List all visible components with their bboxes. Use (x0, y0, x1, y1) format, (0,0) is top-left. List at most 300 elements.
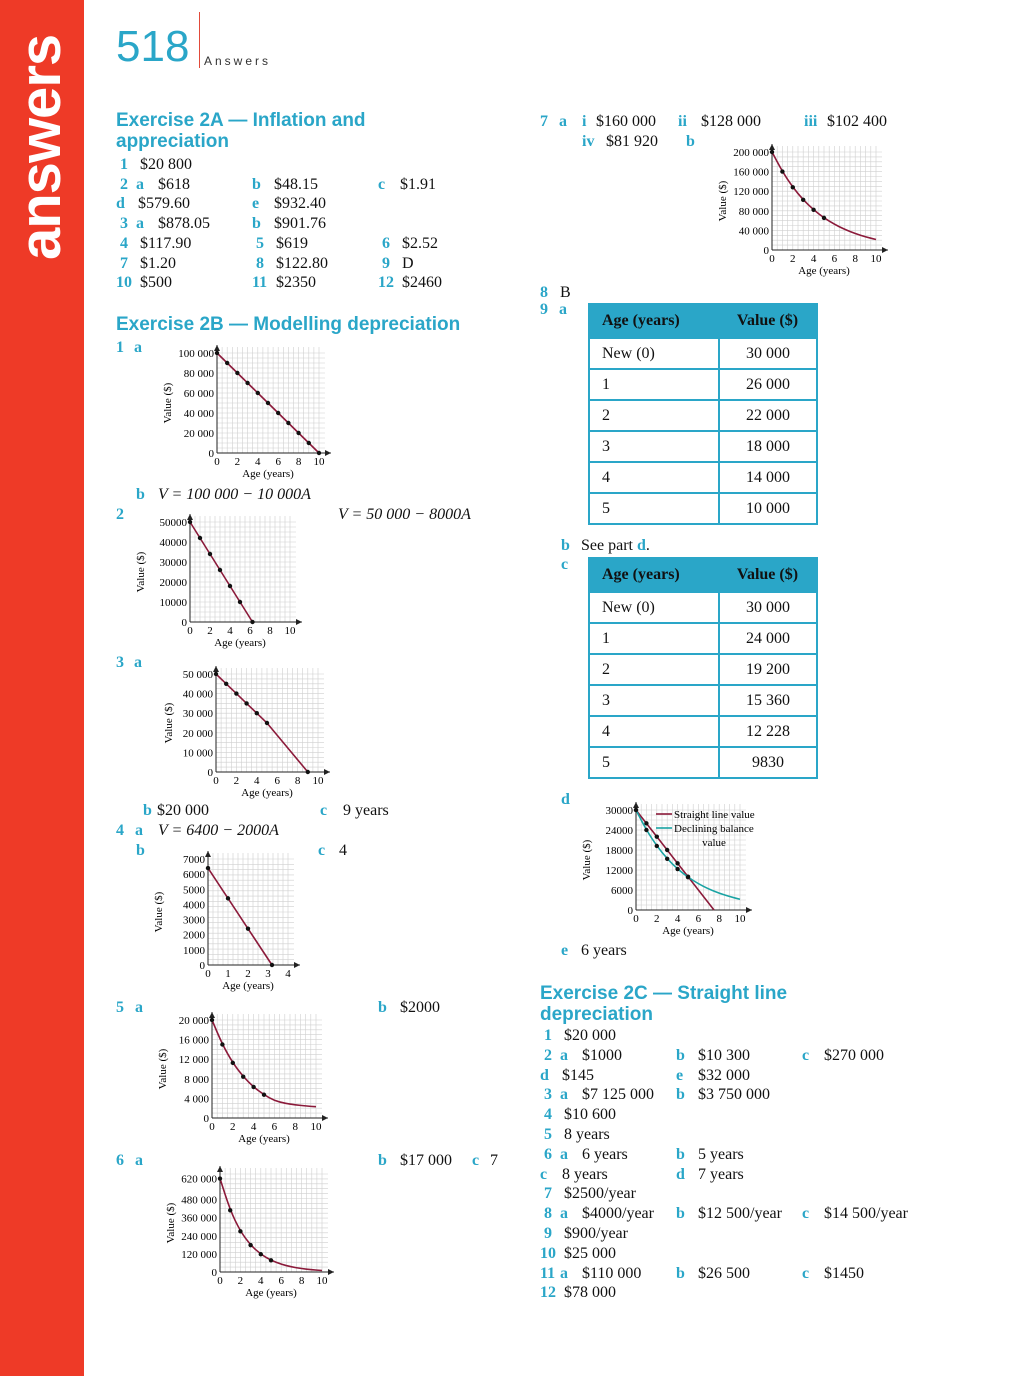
exercise-2a-title: Exercise 2A — Inflation and (116, 110, 366, 131)
q-part: d (540, 1066, 549, 1084)
q-part: a (136, 175, 144, 193)
y-tick-label: 160 000 (733, 166, 769, 179)
q-part: b (136, 486, 145, 503)
q-part: b (252, 175, 261, 193)
y-axis-label: Value ($) (153, 891, 165, 933)
y-axis-arrow (205, 851, 211, 857)
x-tick-label: 10 (310, 1121, 322, 1133)
table-row (589, 493, 817, 524)
table-cell: 24 000 (719, 623, 817, 654)
data-point (270, 963, 274, 967)
data-point (276, 411, 280, 415)
grid-lines (772, 146, 882, 250)
q-part: a (135, 999, 143, 1016)
data-point (224, 682, 228, 686)
q-part: a (135, 1152, 143, 1169)
table-row (589, 747, 817, 778)
y-tick-label: 80 000 (738, 205, 769, 218)
table-row (589, 623, 817, 654)
page-number: 518 (116, 22, 190, 71)
data-point (198, 536, 202, 540)
x-tick-label: 10 (870, 253, 882, 265)
data-point (770, 150, 774, 154)
x-tick-label: 8 (267, 625, 273, 637)
y-tick-label: 16 000 (178, 1034, 209, 1047)
table-cell: New (0) (589, 592, 719, 623)
table-header: Value ($) (719, 304, 817, 338)
x-axis-label: Age (years) (238, 1133, 290, 1145)
q-number: 1 (116, 339, 124, 356)
x-axis-label: Age (years) (245, 1287, 297, 1299)
answer-text: $2.52 (402, 234, 438, 252)
q-number: 7 (120, 254, 128, 272)
y-tick-label: 0 (763, 245, 769, 257)
y-tick-label: 50000 (159, 517, 187, 529)
q-number: 5 (256, 234, 264, 252)
q-number: 5 (116, 999, 124, 1016)
data-point (665, 848, 669, 852)
y-tick-label: 80 000 (183, 368, 214, 380)
section-label: Answers (204, 54, 272, 68)
x-tick-label: 0 (633, 913, 639, 925)
y-tick-label: 10000 (159, 597, 187, 609)
value-table-declining-balance (588, 557, 818, 779)
answer-text: $81 920 (606, 133, 658, 150)
x-tick-label: 4 (285, 968, 291, 980)
data-point (214, 672, 218, 676)
x-tick-label: 3 (265, 968, 271, 980)
chart-q4b (150, 845, 300, 997)
data-point (307, 441, 311, 445)
q-number: 10 (540, 1244, 556, 1262)
answer-text (581, 537, 650, 555)
answer-text: 9 years (343, 802, 389, 819)
answer-text: . (645, 537, 650, 554)
data-point (675, 861, 679, 865)
data-point (811, 208, 815, 212)
q-number: 11 (540, 1264, 556, 1282)
x-tick-label: 4 (227, 625, 233, 637)
q-number: 4 (116, 822, 124, 839)
table-header-row (589, 558, 817, 592)
answer-text: $2350 (276, 274, 316, 292)
q-part: iii (804, 113, 818, 130)
header-divider (199, 12, 200, 68)
data-point (634, 808, 638, 812)
y-tick-label: 4000 (183, 899, 205, 912)
answer-text: V = 6400 − 2000A (158, 822, 279, 839)
table-cell: 3 (589, 685, 719, 716)
answer-text: $1450 (824, 1264, 864, 1282)
answer-text: $20 000 (157, 802, 209, 819)
table-header: Age (years) (589, 558, 719, 592)
y-tick-label: 30000 (605, 805, 633, 817)
x-tick-label: 6 (271, 1121, 278, 1133)
q-number: 6 (382, 234, 390, 252)
q-part: a (135, 822, 143, 839)
x-tick-label: 2 (790, 253, 796, 265)
y-axis-label: Value ($) (717, 180, 729, 222)
q-part: a (134, 654, 142, 671)
x-tick-label: 10 (284, 625, 296, 637)
x-tick-label: 2 (233, 775, 240, 787)
y-tick-label: 20 000 (182, 727, 213, 740)
x-tick-label: 2 (237, 1275, 244, 1287)
x-tick-label: 4 (250, 1121, 257, 1133)
data-point (226, 896, 230, 900)
data-point (296, 431, 300, 435)
answer-text: $12 500/year (698, 1205, 782, 1223)
data-point (220, 1042, 224, 1046)
q-number: 8 (256, 254, 264, 272)
data-point (801, 198, 805, 202)
y-axis-arrow (209, 1012, 215, 1018)
data-point (259, 1252, 263, 1256)
y-tick-label: 120 000 (181, 1248, 217, 1261)
legend-label: value (702, 837, 726, 849)
answer-text: $579.60 (138, 195, 190, 213)
q-number: 9 (382, 254, 390, 272)
x-tick-label: 8 (716, 913, 722, 925)
answer-text: $32 000 (698, 1066, 750, 1084)
q-part: b (561, 537, 570, 554)
q-part: i (582, 113, 587, 130)
x-tick-label: 4 (674, 913, 681, 925)
y-tick-label: 100 000 (178, 348, 214, 360)
data-point (306, 770, 310, 774)
table-cell: 26 000 (719, 369, 817, 400)
data-point (241, 1074, 245, 1078)
x-tick-label: 8 (298, 1275, 305, 1287)
q-part: a (560, 1205, 568, 1223)
grid-lines (208, 853, 294, 965)
q-part: c (378, 175, 386, 193)
q-number: 9 (544, 1225, 552, 1242)
value-table-straight-line (588, 303, 818, 525)
x-axis-arrow (294, 962, 300, 968)
q-part: a (560, 1086, 568, 1104)
data-point (644, 828, 648, 832)
series-line (208, 868, 272, 965)
q-number: 6 (116, 1152, 124, 1169)
x-axis-arrow (324, 769, 330, 775)
q-part: c (472, 1152, 480, 1169)
answer-text: $122.80 (276, 254, 328, 272)
q-number: 12 (378, 274, 394, 292)
table-cell: 14 000 (719, 462, 817, 493)
data-point (238, 600, 242, 604)
data-point (317, 451, 321, 455)
answer-text: $160 000 (596, 113, 656, 130)
x-axis-label: Age (years) (222, 980, 274, 992)
answer-text: $500 (140, 274, 172, 292)
answer-text: $128 000 (701, 113, 761, 130)
y-tick-label: 30 000 (182, 708, 213, 721)
sidebar-label: answers (8, 34, 73, 260)
data-point (286, 421, 290, 425)
y-tick-label: 480 000 (181, 1194, 217, 1207)
table-row (589, 369, 817, 400)
y-tick-label: 240 000 (181, 1230, 217, 1243)
data-point (206, 866, 210, 870)
legend-label: Declining balance (674, 823, 754, 835)
q-part: c (802, 1264, 810, 1282)
answer-text: $26 500 (698, 1264, 750, 1282)
q-part: b (676, 1086, 685, 1104)
data-point (686, 875, 690, 879)
answer-text: $117.90 (140, 234, 192, 252)
data-point (225, 361, 229, 365)
answer-text: $20 000 (564, 1027, 616, 1044)
exercise-2c-title: Exercise 2C — Straight line (540, 983, 788, 1004)
table-cell: 22 000 (719, 400, 817, 431)
table-cell: 18 000 (719, 431, 817, 462)
exercise-2a-title-cont: appreciation (116, 131, 229, 152)
data-point (250, 620, 254, 624)
q-part: b (143, 802, 152, 819)
table-cell: 2 (589, 654, 719, 685)
y-tick-label: 20000 (159, 577, 187, 589)
q-number: 1 (120, 156, 128, 173)
data-point (248, 1243, 252, 1247)
answer-text: $110 000 (582, 1264, 642, 1282)
data-point (256, 391, 260, 395)
data-point (208, 552, 212, 556)
data-point (188, 520, 192, 524)
q-part: b (378, 1152, 387, 1169)
q-number: 2 (544, 1046, 552, 1064)
y-axis-label: Value ($) (165, 1202, 177, 1244)
x-axis-arrow (746, 907, 752, 913)
table-cell: 9830 (719, 747, 817, 778)
answer-text: $619 (276, 234, 308, 252)
data-point (244, 701, 248, 705)
answer-text: 4 (339, 842, 347, 859)
answer-text: $7 125 000 (582, 1086, 654, 1104)
exercise-2c-title-cont: depreciation (540, 1004, 653, 1025)
data-point (655, 834, 659, 838)
answer-text: 7 (490, 1152, 498, 1169)
q-part: c (802, 1205, 810, 1223)
table-cell: 5 (589, 747, 719, 778)
table-row (589, 462, 817, 493)
y-tick-label: 12000 (605, 865, 633, 877)
answer-text: $4000/year (582, 1205, 654, 1223)
data-point (266, 401, 270, 405)
q-part: a (560, 1145, 568, 1163)
data-point (218, 1176, 222, 1180)
q-part: d (676, 1165, 685, 1183)
table-cell: 2 (589, 400, 719, 431)
data-point (228, 1208, 232, 1212)
x-tick-label: 6 (274, 775, 280, 787)
q-number: 10 (116, 274, 132, 292)
x-tick-label: 0 (769, 253, 775, 265)
answer-text: $3 750 000 (698, 1086, 770, 1104)
x-tick-label: 4 (258, 1275, 264, 1287)
q-number: 3 (120, 215, 128, 233)
x-tick-label: 10 (734, 913, 746, 925)
answer-text: $1.91 (400, 175, 436, 193)
data-point (791, 185, 795, 189)
x-tick-label: 2 (234, 456, 241, 468)
x-axis-arrow (328, 1269, 334, 1275)
x-tick-label: 4 (254, 775, 260, 787)
q-number: 3 (116, 654, 124, 671)
x-tick-label: 8 (852, 253, 858, 265)
answer-text: $900/year (564, 1225, 628, 1242)
q-number: 7 (540, 113, 548, 130)
x-tick-label: 8 (295, 456, 302, 468)
sidebar (0, 0, 84, 1376)
y-axis-arrow (213, 666, 219, 672)
table-header: Age (years) (589, 304, 719, 338)
q-number: 6 (544, 1145, 552, 1163)
data-point (265, 721, 269, 725)
table-cell: 10 000 (719, 493, 817, 524)
y-tick-label: 2000 (183, 929, 205, 942)
data-point (269, 1258, 273, 1262)
y-tick-label: 0 (203, 1113, 209, 1125)
y-axis-arrow (214, 345, 220, 351)
q-part: c (318, 842, 326, 859)
q-part: b (676, 1145, 685, 1163)
answer-text: $10 300 (698, 1046, 750, 1064)
table-row (589, 716, 817, 747)
y-tick-label: 50 000 (182, 669, 213, 681)
y-axis-arrow (633, 802, 639, 808)
table-row (589, 685, 817, 716)
answer-text: $2500/year (564, 1185, 636, 1203)
y-tick-label: 8 000 (184, 1073, 209, 1086)
grid-lines (217, 347, 325, 453)
data-point (822, 216, 826, 220)
x-tick-label: 6 (247, 625, 253, 637)
q-number: 11 (252, 274, 268, 292)
q-number: 5 (544, 1126, 552, 1143)
q-number: 12 (540, 1284, 556, 1302)
x-axis-label: Age (years) (242, 468, 294, 480)
x-tick-label: 6 (275, 456, 281, 468)
x-tick-label: 8 (292, 1121, 298, 1133)
x-tick-label: 10 (313, 456, 325, 468)
table-cell: 30 000 (719, 338, 817, 369)
y-axis-label: Value ($) (581, 839, 593, 881)
y-tick-label: 40 000 (183, 408, 214, 420)
data-point (245, 381, 249, 385)
x-tick-label: 4 (255, 456, 261, 468)
x-tick-label: 0 (205, 968, 211, 980)
x-tick-label: 2 (245, 968, 251, 980)
q-part: c (320, 802, 328, 819)
q-part: b (686, 133, 695, 150)
x-tick-label: 10 (312, 775, 324, 787)
data-point (215, 351, 219, 355)
answer-text: $618 (158, 175, 190, 193)
q-part: c (540, 1165, 548, 1183)
data-point (228, 584, 232, 588)
q-part: c (561, 556, 569, 573)
y-tick-label: 5000 (183, 884, 205, 897)
grid-lines (216, 668, 324, 772)
answer-text: $2000 (400, 999, 440, 1016)
q-part: d (561, 791, 570, 808)
y-tick-label: 0 (627, 905, 633, 917)
y-tick-label: 6000 (611, 885, 633, 897)
y-tick-label: 20 000 (178, 1015, 209, 1027)
answer-text: V = 100 000 − 10 000A (158, 486, 311, 503)
q-part: a (560, 1264, 568, 1282)
answer-text: $25 000 (564, 1244, 616, 1262)
y-tick-label: 0 (211, 1267, 217, 1279)
table-row (589, 338, 817, 369)
x-tick-label: 8 (294, 775, 301, 787)
y-tick-label: 12 000 (178, 1054, 209, 1067)
chart-q3a (150, 664, 340, 802)
table-cell: 1 (589, 369, 719, 400)
q-part: d (116, 195, 125, 213)
q-number: 3 (544, 1086, 552, 1104)
x-tick-label: 2 (207, 625, 213, 637)
answer-text: V = 50 000 − 8000A (338, 506, 471, 523)
x-axis-label: Age (years) (798, 265, 850, 277)
y-tick-label: 0 (208, 448, 214, 460)
table-cell: New (0) (589, 338, 719, 369)
q-number: 9 (540, 301, 548, 318)
reference-link: d (636, 537, 646, 554)
y-tick-label: 10 000 (182, 747, 213, 760)
answer-text: 7 years (698, 1165, 744, 1183)
y-tick-label: 40 000 (182, 688, 213, 701)
x-axis-arrow (325, 450, 331, 456)
table-cell: 1 (589, 623, 719, 654)
x-axis-arrow (322, 1115, 328, 1121)
data-point (234, 691, 238, 695)
q-number: 4 (544, 1106, 552, 1124)
x-axis-arrow (882, 247, 888, 253)
y-tick-label: 0 (181, 617, 187, 629)
y-tick-label: 1000 (183, 944, 205, 957)
q-number: 7 (544, 1185, 552, 1203)
q-part: a (134, 339, 142, 356)
q-part: b (378, 999, 387, 1016)
table-cell: 12 228 (719, 716, 817, 747)
data-point (665, 857, 669, 861)
y-tick-label: 200 000 (733, 147, 769, 159)
chart-q7b (700, 140, 890, 282)
data-point (235, 371, 239, 375)
q-part: a (560, 1046, 568, 1064)
chart-q5a (150, 1008, 340, 1150)
x-tick-label: 2 (230, 1121, 236, 1133)
y-tick-label: 30000 (159, 557, 187, 569)
answer-text: $901.76 (274, 215, 326, 233)
y-axis-arrow (769, 144, 775, 150)
data-point (231, 1061, 235, 1065)
data-point (262, 1093, 266, 1097)
x-axis-label: Age (years) (214, 637, 266, 649)
answer-text: $78 000 (564, 1284, 616, 1302)
answer-text: $1.20 (140, 254, 176, 272)
data-point (644, 821, 648, 825)
q-number: 4 (120, 234, 128, 252)
answer-text: $17 000 (400, 1152, 452, 1169)
answer-text: See part (581, 537, 637, 554)
legend-label: Straight line value (674, 809, 755, 821)
y-tick-label: 40 000 (738, 225, 769, 238)
q-number: 8 (544, 1205, 552, 1223)
answer-text: D (402, 254, 414, 272)
